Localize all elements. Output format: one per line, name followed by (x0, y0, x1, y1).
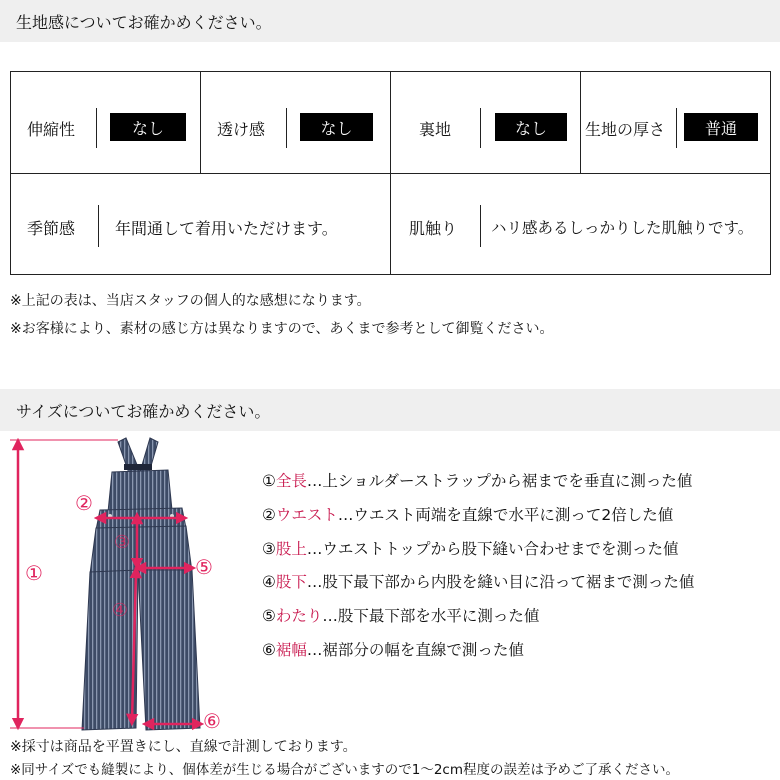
label-divider (676, 108, 677, 148)
label-divider (98, 205, 99, 247)
measurement-desc: …裾部分の幅を直線で測った値 (306, 641, 524, 659)
overalls-garment (82, 438, 200, 730)
measurement-item-total-length (262, 469, 692, 491)
measurement-desc: …ウエストトップから股下縫い合わせまでを測った値 (306, 540, 679, 558)
measurement-term: 股下 (275, 573, 307, 591)
sheer-label: 透け感 (217, 120, 266, 139)
measurement-num: ② (262, 506, 276, 524)
measurement-num: ⑥ (262, 641, 276, 659)
marker-thigh: ⑤ (195, 555, 213, 579)
fabric-header-title: 生地感についてお確かめください。 (16, 12, 272, 32)
marker-rise: ③ (113, 532, 131, 553)
measurement-term: ウエスト (275, 506, 338, 524)
measurement-num: ⑤ (262, 607, 276, 625)
sheer-value-badge: なし (300, 113, 373, 141)
measurement-desc: …股下最下部から内股を縫い目に沿って裾まで測った値 (306, 573, 695, 591)
label-divider (286, 108, 287, 148)
size-header-title: サイズについてお確かめください。 (16, 401, 271, 421)
measurement-desc: …股下最下部を水平に測った値 (322, 607, 540, 625)
marker-waist: ② (75, 491, 93, 515)
marker-total-length: ① (25, 561, 43, 585)
cell-divider (200, 72, 201, 173)
measurement-num: ① (262, 472, 276, 490)
season-value: 年間通して着用いただけます。 (115, 219, 338, 238)
measurement-term: わたり (275, 607, 323, 625)
marker-hem: ⑥ (203, 709, 221, 733)
lining-value-badge: なし (495, 113, 567, 141)
fabric-table (10, 71, 771, 275)
overalls-measurement-figure (0, 432, 240, 742)
measurement-item-thigh (262, 604, 539, 626)
size-note-2: ※同サイズでも縫製により、個体差が生じる場合がございますので1～2cm程度の誤差は予めご了承ください。 (10, 762, 679, 778)
thickness-value-badge: 普通 (684, 113, 758, 141)
texture-value: ハリ感あるしっかりした肌触りです。 (491, 219, 754, 237)
measurement-num: ③ (262, 540, 276, 558)
measurement-item-hem (262, 638, 524, 660)
fabric-note-2: ※お客様により、素材の感じ方は異なりますので、あくまで参考として御覧ください。 (10, 321, 554, 337)
stretch-label: 伸縮性 (27, 120, 76, 139)
measurement-item-rise (262, 537, 678, 559)
size-section-header (0, 389, 780, 431)
measurement-num: ④ (262, 573, 276, 591)
measurement-desc: …上ショルダーストラップから裾までを垂直に測った値 (306, 472, 693, 490)
label-divider (480, 108, 481, 148)
marker-inseam: ④ (111, 600, 129, 621)
measurement-term: 全長 (275, 472, 307, 490)
lining-label: 裏地 (419, 120, 452, 139)
cell-divider (580, 72, 581, 173)
stretch-value-badge: なし (110, 113, 186, 141)
texture-label: 肌触り (409, 219, 458, 238)
size-note-1: ※採寸は商品を平置きにし、直線で計測しております。 (10, 739, 357, 755)
season-label: 季節感 (27, 219, 76, 238)
measurement-term: 股上 (275, 540, 307, 558)
fabric-note-1: ※上記の表は、当店スタッフの個人的な感想になります。 (10, 293, 371, 309)
fabric-section-header (0, 0, 780, 42)
label-divider (480, 205, 481, 247)
cell-divider (390, 72, 391, 275)
measurement-desc: …ウエスト両端を直線で水平に測って2倍した値 (337, 506, 674, 524)
thickness-label: 生地の厚さ (585, 120, 666, 139)
measurement-item-inseam (262, 570, 694, 592)
measurement-item-waist (262, 503, 673, 525)
label-divider (96, 108, 97, 148)
measurement-term: 裾幅 (275, 641, 307, 659)
